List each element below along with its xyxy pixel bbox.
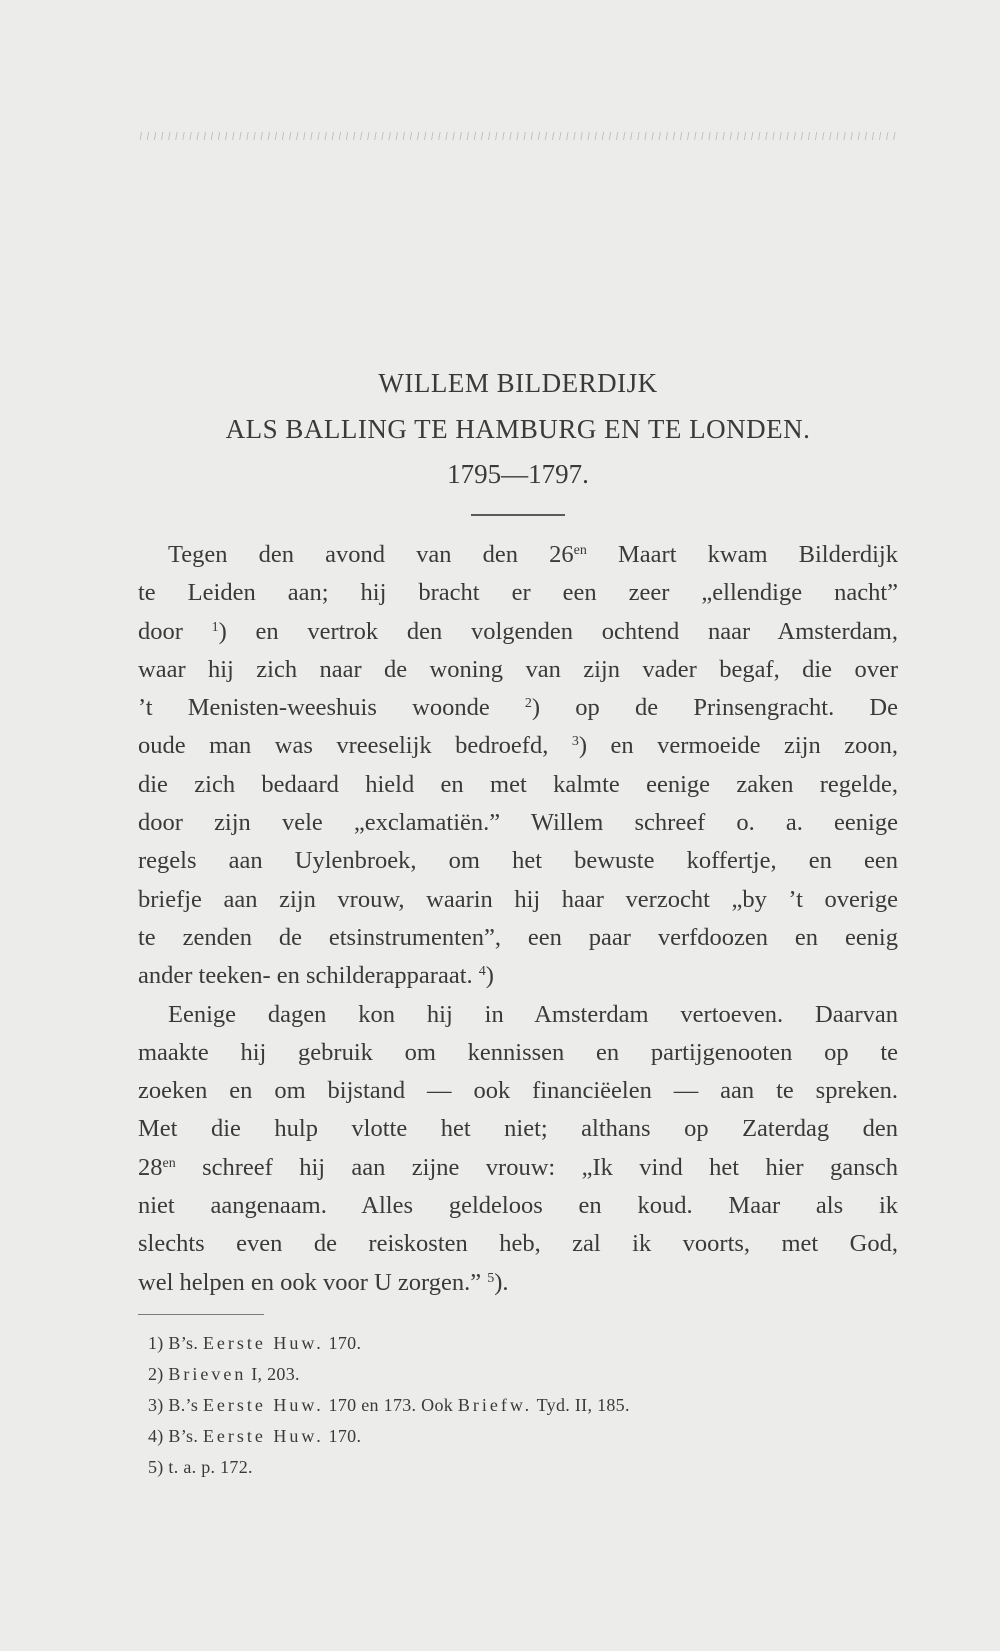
text-segment: ) en vermoeide zijn zoon, [578, 732, 898, 760]
text-line [138, 613, 898, 651]
footnote-text: t. a. p. 172. [168, 1457, 253, 1477]
footnote-number: 4) [148, 1426, 164, 1446]
footnotes [148, 1328, 888, 1483]
footnote [148, 1452, 888, 1483]
text-segment: maakte hij gebruik om kennissen en partijgenooten op te [138, 1038, 898, 1066]
text-line [138, 689, 898, 727]
footnote [148, 1421, 888, 1452]
text-line [138, 651, 898, 689]
text-line [138, 919, 898, 957]
text-segment: Tegen den avond van den 26 [168, 541, 574, 568]
text-segment: oude man was vreeselijk bedroefd, [138, 732, 572, 760]
text-line [138, 574, 898, 612]
text-line [138, 766, 898, 804]
footnote-text: 170 en 173. Ook [323, 1395, 458, 1415]
footnote [148, 1359, 888, 1390]
footnote-text: I, 203. [246, 1364, 300, 1384]
text-line [138, 1034, 898, 1072]
footnote-text: B.’s [168, 1395, 203, 1415]
footnote-text: 170. [323, 1426, 362, 1446]
footnote-text: Eerste Huw. [202, 1395, 324, 1415]
text-segment: ander teeken- en schilderapparaat. [138, 962, 479, 990]
superscript: 4 [478, 964, 486, 980]
superscript: 5 [487, 1270, 495, 1286]
bleed-through-rule [138, 132, 898, 140]
superscript: 1 [211, 619, 219, 635]
superscript: 3 [571, 734, 579, 750]
text-line [138, 1187, 898, 1225]
text-segment: 28 [138, 1153, 163, 1181]
footnote-text: 170. [323, 1333, 362, 1353]
text-line [138, 1072, 898, 1110]
text-line [138, 536, 898, 574]
footnote [148, 1390, 888, 1421]
text-segment: niet aangenaam. Alles geldeloos en koud. Maar als ik [138, 1192, 898, 1220]
text-line [138, 804, 898, 842]
text-segment: die zich bedaard hield en met kalmte eenige zaken regelde, [138, 770, 898, 798]
footnote-text: Tyd. II, 185. [532, 1395, 630, 1415]
heading-rule [471, 514, 565, 516]
superscript: 2 [524, 696, 532, 712]
text-segment: waar hij zich naar de woning van zijn vader begaf, die over [138, 655, 898, 683]
text-segment: regels aan Uylenbroek, om het bewuste koffertje, en een [138, 847, 898, 875]
heading-line-2: ALS BALLING TE HAMBURG EN TE LONDEN. [225, 414, 811, 444]
text-line [138, 1264, 898, 1302]
text-segment: te Leiden aan; hij bracht er een zeer „ellendige nacht” [138, 579, 898, 607]
text-line [138, 842, 898, 880]
text-segment: briefje aan zijn vrouw, waarin hij haar verzocht „by ’t overige [138, 885, 898, 913]
text-line [138, 881, 898, 919]
footnote-number: 1) [148, 1333, 164, 1353]
text-segment: ’t Menisten-weeshuis woonde [138, 694, 525, 722]
text-segment: ) [485, 962, 494, 990]
text-segment: ) en vertrok den volgenden ochtend naar Amsterdam, [218, 617, 898, 645]
text-segment: zoeken en om bijstand — ook financiëelen — aan te spreken. [138, 1077, 898, 1105]
text-segment: Maart kwam Bilderdijk [586, 541, 898, 568]
superscript: en [162, 1155, 176, 1171]
footnote [148, 1328, 888, 1359]
footnote-text: Eerste Huw. [202, 1426, 324, 1446]
text-line [138, 957, 898, 995]
text-segment: slechts even de reiskosten heb, zal ik voorts, met God, [138, 1230, 898, 1258]
chapter-heading [138, 360, 898, 516]
text-line [138, 1149, 898, 1187]
heading-line-1: WILLEM BILDERDIJK [378, 368, 658, 398]
text-segment: Met die hulp vlotte het niet; althans op Zaterdag den [138, 1115, 898, 1143]
text-segment: Eenige dagen kon hij in Amsterdam vertoeven. Daarvan [168, 1000, 898, 1028]
text-line [138, 996, 898, 1034]
text-segment: wel helpen en ook voor U zorgen.” [138, 1268, 488, 1296]
text-line [138, 1225, 898, 1263]
text-segment: ) op de Prinsengracht. De [531, 694, 898, 722]
footnote-text: Brieven [168, 1364, 247, 1384]
footnote-text: Briefw. [457, 1395, 533, 1415]
text-segment: door zijn vele „exclamatiën.” Willem schreef o. a. eenige [138, 809, 898, 837]
footnote-rule [138, 1314, 264, 1315]
footnote-number: 5) [148, 1457, 164, 1477]
text-line [138, 727, 898, 765]
footnote-text: B’s. [168, 1333, 203, 1353]
text-line [138, 1110, 898, 1148]
text-segment: ). [494, 1268, 509, 1296]
footnote-number: 2) [148, 1364, 164, 1384]
body-text [138, 536, 898, 1302]
footnote-number: 3) [148, 1395, 164, 1415]
heading-years: 1795—1797. [447, 459, 589, 489]
footnote-text: B’s. [168, 1426, 203, 1446]
text-segment: te zenden de etsinstrumenten”, een paar verfdoozen en eenig [138, 923, 898, 951]
text-segment: schreef hij aan zijne vrouw: „Ik vind het hier gansch [175, 1153, 898, 1181]
text-segment: door [138, 617, 212, 645]
superscript: en [573, 543, 587, 558]
footnote-text: Eerste Huw. [202, 1333, 324, 1353]
